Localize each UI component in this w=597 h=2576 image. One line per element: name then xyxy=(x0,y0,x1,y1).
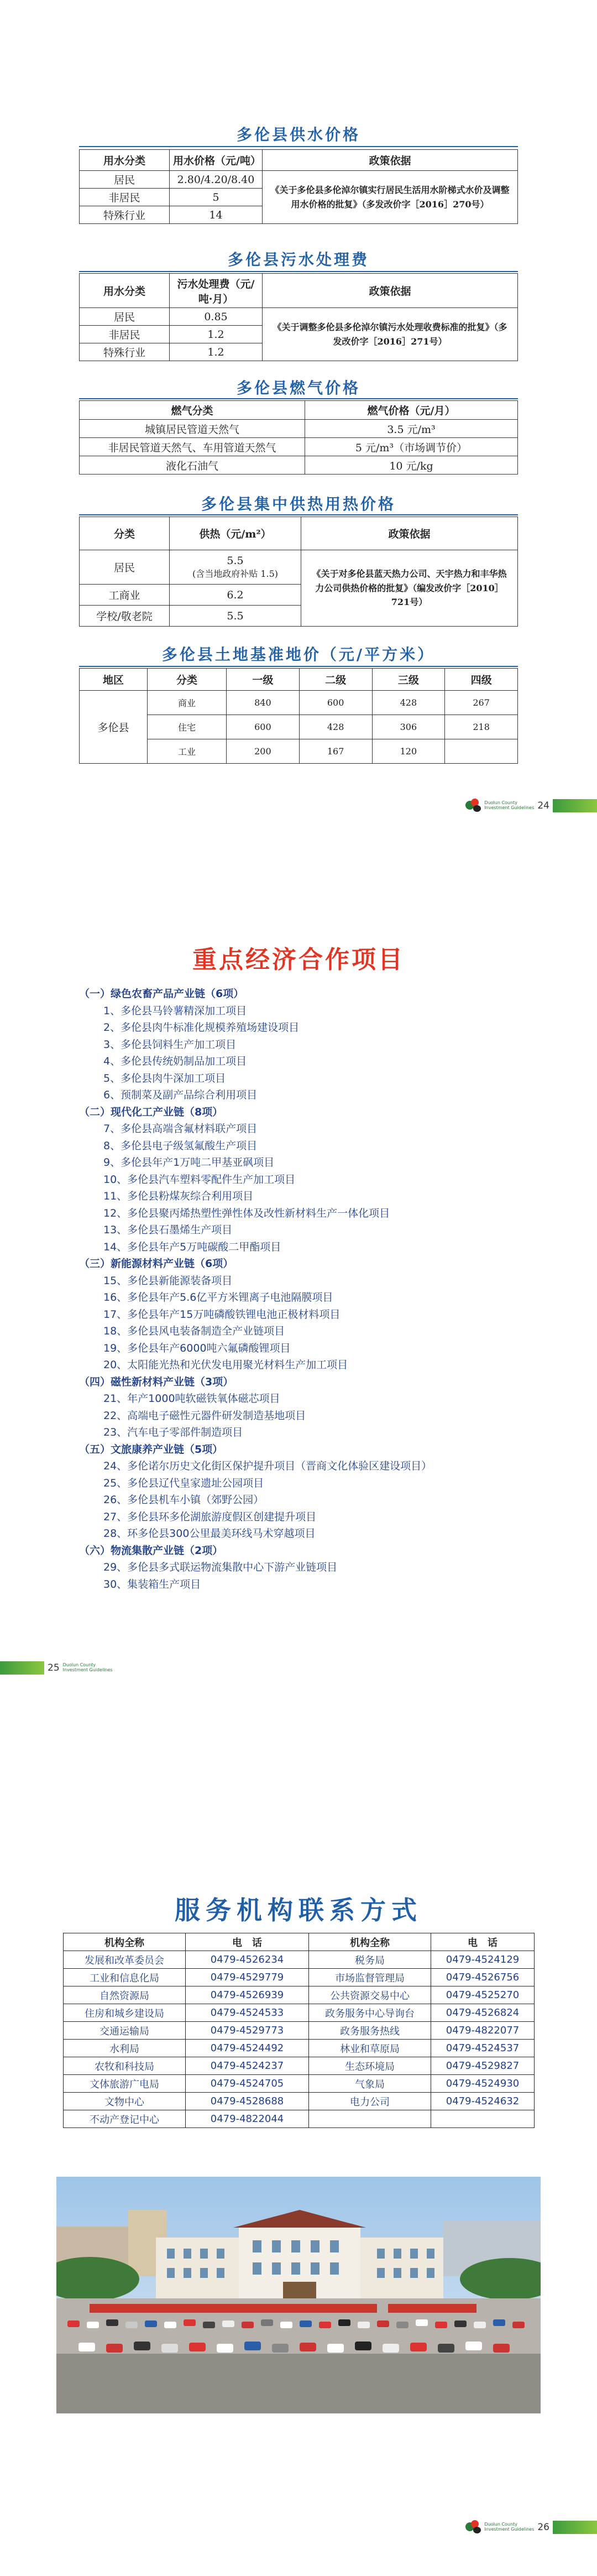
agency-phone: 0479-4524129 xyxy=(431,1951,535,1969)
agency-phone: 0479-4524533 xyxy=(186,2004,309,2022)
projects-list xyxy=(79,985,432,1593)
land-header: 二级 xyxy=(299,669,372,691)
project-item: 2、多伦县肉牛标准化规模养殖场建设项目 xyxy=(103,1021,300,1034)
land-value: 267 xyxy=(445,691,518,715)
agency-phone: 0479-4526824 xyxy=(431,2004,535,2022)
project-item: 22、高端电子磁性元器件研发制造基地项目 xyxy=(103,1409,306,1422)
project-category: （一）绿色农畜产品产业链（6项） xyxy=(79,988,244,1000)
project-item: 25、多伦县辽代皇家遗址公园项目 xyxy=(103,1477,264,1489)
footer-bar xyxy=(553,799,597,812)
footer-bar xyxy=(0,1661,44,1675)
heating-rule xyxy=(79,514,518,515)
water-price: 5 xyxy=(170,189,263,206)
sewage-cat: 特殊行业 xyxy=(80,343,170,361)
agency-name: 市场监督管理局 xyxy=(309,1969,431,1986)
gas-price: 3.5 元/m³ xyxy=(305,420,518,438)
heating-cat: 居民 xyxy=(80,550,170,585)
gas-cat: 城镇居民管道天然气 xyxy=(80,420,305,438)
gas-price: 10 元/kg xyxy=(305,456,518,474)
land-value: 600 xyxy=(227,715,300,739)
project-item: 15、多伦县新能源装备项目 xyxy=(103,1274,233,1287)
water-table xyxy=(79,149,518,224)
agency-phone: 0479-4524632 xyxy=(431,2093,535,2110)
project-item: 17、多伦县年产15万吨磷酸铁锂电池正极材料项目 xyxy=(103,1308,341,1321)
gas-header: 燃气分类 xyxy=(80,401,305,420)
heating-price: 5.5 xyxy=(170,606,301,627)
agency-name: 不动产登记中心 xyxy=(64,2110,186,2128)
project-item: 23、汽车电子零部件制造项目 xyxy=(103,1426,243,1438)
agency-phone: 0479-4524930 xyxy=(431,2075,535,2093)
project-category: （五）文旅康养产业链（5项） xyxy=(79,1443,223,1456)
heating-cat: 工商业 xyxy=(80,585,170,606)
agency-name: 电力公司 xyxy=(309,2093,431,2110)
agency-phone: 0479-4525270 xyxy=(431,1986,535,2004)
services-row xyxy=(64,1969,535,1986)
project-item: 11、多伦县粉煤灰综合利用项目 xyxy=(103,1190,254,1202)
project-item: 16、多伦县年产5.6亿平方米锂离子电池隔膜项目 xyxy=(103,1291,333,1303)
land-cat: 商业 xyxy=(148,691,227,715)
project-item: 26、多伦县机车小镇（郊野公园） xyxy=(103,1494,264,1506)
heating-header: 分类 xyxy=(80,517,170,550)
gas-price: 5 元/m³（市场调节价） xyxy=(305,438,518,456)
heating-cat: 学校/敬老院 xyxy=(80,606,170,627)
services-header: 电 话 xyxy=(431,1933,535,1951)
project-item: 13、多伦县石墨烯生产项目 xyxy=(103,1224,233,1236)
land-header: 三级 xyxy=(372,669,445,691)
heating-header: 政策依据 xyxy=(301,517,518,550)
land-value: 428 xyxy=(299,715,372,739)
agency-name: 水利局 xyxy=(64,2040,186,2057)
services-row xyxy=(64,2022,535,2040)
sewage-title: 多伦县污水处理费 xyxy=(227,251,369,269)
sewage-cat: 非居民 xyxy=(80,326,170,343)
agency-phone: 0479-4529779 xyxy=(186,1969,309,1986)
sewage-price: 1.2 xyxy=(170,343,263,361)
projects-title: 重点经济合作项目 xyxy=(192,946,405,974)
services-header: 机构全称 xyxy=(309,1933,431,1951)
project-item: 5、多伦县肉牛深加工项目 xyxy=(103,1072,226,1084)
logo-line2: Investment Guidelines xyxy=(484,805,535,810)
gas-rule xyxy=(79,398,518,399)
land-value: 840 xyxy=(227,691,300,715)
services-table xyxy=(63,1933,535,2128)
services-header: 电 话 xyxy=(186,1933,309,1951)
sewage-table xyxy=(79,273,518,361)
water-price: 14 xyxy=(170,206,263,224)
project-item: 1、多伦县马铃薯精深加工项目 xyxy=(103,1004,247,1017)
logo-line2: Investment Guidelines xyxy=(484,2527,535,2532)
water-cat: 特殊行业 xyxy=(80,206,170,224)
water-cat: 居民 xyxy=(80,171,170,189)
project-item: 27、多伦县环多伦湖旅游度假区创建提升项目 xyxy=(103,1510,317,1523)
footer-24 xyxy=(465,799,597,813)
heating-price: 5.5 xyxy=(227,555,244,567)
agency-name: 税务局 xyxy=(309,1951,431,1969)
agency-phone: 0479-4524705 xyxy=(186,2075,309,2093)
land-value: 167 xyxy=(299,739,372,764)
agency-phone: 0479-4529827 xyxy=(431,2057,535,2075)
project-category: （二）现代化工产业链（8项） xyxy=(79,1106,223,1118)
project-item: 29、多伦县多式联运物流集散中心下游产业链项目 xyxy=(103,1561,338,1573)
project-item: 21、年产1000吨软磁铁氧体磁芯项目 xyxy=(103,1393,280,1405)
land-value: 200 xyxy=(227,739,300,764)
land-header: 分类 xyxy=(148,669,227,691)
gas-cat: 非居民管道天然气、车用管道天然气 xyxy=(80,438,305,456)
land-value: 600 xyxy=(299,691,372,715)
land-value: 306 xyxy=(372,715,445,739)
water-header: 政策依据 xyxy=(263,150,518,171)
sewage-price: 0.85 xyxy=(170,308,263,326)
land-cat: 住宅 xyxy=(148,715,227,739)
heating-price-cell xyxy=(170,550,301,585)
agency-phone: 0479-4528688 xyxy=(186,2093,309,2110)
agency-name: 政务服务中心导询台 xyxy=(309,2004,431,2022)
page-number: 24 xyxy=(537,800,549,811)
heating-note: (含当地政府补贴 1.5) xyxy=(192,569,279,579)
page-24 xyxy=(0,0,597,859)
project-item: 20、太阳能光热和光伏发电用聚光材料生产加工项目 xyxy=(103,1359,348,1371)
footer-bar xyxy=(553,2521,597,2534)
project-item: 6、预制菜及副产品综合利用项目 xyxy=(103,1089,258,1101)
water-basis: 《关于多伦县多伦淖尔镇实行居民生活用水阶梯式水价及调整用水价格的批复》（多发改价字［2016］270号） xyxy=(263,171,518,224)
footer-25 xyxy=(0,1661,113,1675)
services-row xyxy=(64,2075,535,2093)
agency-name: 发展和改革委员会 xyxy=(64,1951,186,1969)
services-header: 机构全称 xyxy=(64,1933,186,1951)
land-value: 120 xyxy=(372,739,445,764)
project-item: 18、多伦县风电装备制造全产业链项目 xyxy=(103,1325,285,1337)
guide-logo xyxy=(465,799,534,813)
government-building-photo xyxy=(56,2177,541,2413)
agency-name: 文体旅游广电局 xyxy=(64,2075,186,2093)
footer-26 xyxy=(465,2520,597,2535)
agency-name: 文物中心 xyxy=(64,2093,186,2110)
agency-name: 政务服务热线 xyxy=(309,2022,431,2040)
project-item: 8、多伦县电子级氢氟酸生产项目 xyxy=(103,1139,258,1152)
land-header: 地区 xyxy=(80,669,148,691)
project-item: 10、多伦县汽车塑料零配件生产加工项目 xyxy=(103,1173,296,1186)
gas-table xyxy=(79,400,518,474)
page-25 xyxy=(0,858,597,1718)
water-rule xyxy=(79,146,518,147)
project-item: 24、多伦诺尔历史文化街区保护提升项目（晋商文化体验区建设项目） xyxy=(103,1460,432,1472)
land-table xyxy=(79,668,518,764)
water-cat: 非居民 xyxy=(80,189,170,206)
gas-cat: 液化石油气 xyxy=(80,456,305,474)
services-row xyxy=(64,2093,535,2110)
services-row xyxy=(64,2040,535,2057)
services-row xyxy=(64,1986,535,2004)
agency-name: 林业和草原局 xyxy=(309,2040,431,2057)
project-item: 30、集装箱生产项目 xyxy=(103,1578,201,1591)
project-item: 14、多伦县年产5万吨碳酸二甲酯项目 xyxy=(103,1240,281,1253)
heating-header: 供热（元/m²） xyxy=(170,517,301,550)
agency-name: 农牧和科技局 xyxy=(64,2057,186,2075)
sewage-price: 1.2 xyxy=(170,326,263,343)
land-title: 多伦县土地基准地价（元/平方米） xyxy=(161,645,436,664)
agency-name: 工业和信息化局 xyxy=(64,1969,186,1986)
services-title: 服务机构联系方式 xyxy=(175,1895,422,1925)
services-row xyxy=(64,2057,535,2075)
agency-name: 交通运输局 xyxy=(64,2022,186,2040)
services-row xyxy=(64,2110,535,2128)
water-price: 2.80/4.20/8.40 xyxy=(170,171,263,189)
water-header: 用水价格（元/吨） xyxy=(170,150,263,171)
logo-mark-icon xyxy=(465,2520,482,2535)
agency-phone: 0479-4524537 xyxy=(431,2040,535,2057)
logo-line2: Investment Guidelines xyxy=(62,1667,113,1672)
logo-line1: Duolun County xyxy=(484,800,517,806)
sewage-cat: 居民 xyxy=(80,308,170,326)
land-value: 218 xyxy=(445,715,518,739)
agency-phone: 0479-4526756 xyxy=(431,1969,535,1986)
land-cat: 工业 xyxy=(148,739,227,764)
heating-basis: 《关于对多伦县蓝天热力公司、天宇热力和丰华热力公司供热价格的批复》（编发改价字［2010］721号） xyxy=(301,550,518,627)
sewage-header: 政策依据 xyxy=(263,274,518,308)
heating-table xyxy=(79,517,518,627)
land-value xyxy=(445,739,518,764)
agency-phone xyxy=(431,2110,535,2128)
sewage-rule xyxy=(79,271,518,272)
agency-name: 生态环境局 xyxy=(309,2057,431,2075)
agency-name: 自然资源局 xyxy=(64,1986,186,2004)
project-item: 7、多伦县高端含氟材料联产项目 xyxy=(103,1123,258,1135)
agency-name xyxy=(309,2110,431,2128)
gas-header: 燃气价格（元/月） xyxy=(305,401,518,420)
services-row xyxy=(64,1951,535,1969)
project-item: 3、多伦县饲料生产加工项目 xyxy=(103,1038,237,1051)
logo-line1: Duolun County xyxy=(484,2522,517,2527)
agency-phone: 0479-4529773 xyxy=(186,2022,309,2040)
agency-phone: 0479-4524492 xyxy=(186,2040,309,2057)
agency-name: 气象局 xyxy=(309,2075,431,2093)
agency-phone: 0479-4822077 xyxy=(431,2022,535,2040)
project-item: 12、多伦县聚丙烯热塑性弹性体及改性新材料生产一体化项目 xyxy=(103,1207,390,1219)
water-title: 多伦县供水价格 xyxy=(236,126,360,144)
water-header: 用水分类 xyxy=(80,150,170,171)
agency-name: 公共资源交易中心 xyxy=(309,1986,431,2004)
land-rule xyxy=(79,666,518,667)
gas-title: 多伦县燃气价格 xyxy=(236,379,360,397)
sewage-header: 污水处理费（元/吨·月） xyxy=(170,274,263,308)
project-item: 4、多伦县传统奶制品加工项目 xyxy=(103,1055,247,1067)
project-item: 19、多伦县年产6000吨六氟磷酸锂项目 xyxy=(103,1342,291,1354)
sewage-basis: 《关于调整多伦县多伦淖尔镇污水处理收费标准的批复》（多发改价字［2016］271号） xyxy=(263,308,518,361)
project-category: （六）物流集散产业链（2项） xyxy=(79,1544,223,1557)
logo-line1: Duolun County xyxy=(62,1662,96,1668)
project-category: （四）磁性新材料产业链（3项） xyxy=(79,1375,234,1388)
agency-phone: 0479-4822044 xyxy=(186,2110,309,2128)
services-row xyxy=(64,2004,535,2022)
page-26 xyxy=(0,1717,597,2576)
land-header: 四级 xyxy=(445,669,518,691)
page-number: 25 xyxy=(48,1662,60,1673)
project-item: 28、环多伦县300公里最美环线马术穿越项目 xyxy=(103,1527,316,1540)
project-category: （三）新能源材料产业链（6项） xyxy=(79,1258,234,1270)
heating-title: 多伦县集中供热用热价格 xyxy=(201,495,396,513)
guide-logo xyxy=(465,2520,534,2535)
sewage-header: 用水分类 xyxy=(80,274,170,308)
land-header: 一级 xyxy=(227,669,300,691)
agency-phone: 0479-4524237 xyxy=(186,2057,309,2075)
guide-logo-text xyxy=(63,1663,113,1673)
land-region: 多伦县 xyxy=(80,691,148,764)
agency-name: 住房和城乡建设局 xyxy=(64,2004,186,2022)
heating-price: 6.2 xyxy=(170,585,301,606)
page-number: 26 xyxy=(537,2522,549,2533)
agency-phone: 0479-4526234 xyxy=(186,1951,309,1969)
project-item: 9、多伦县年产1万吨二甲基亚砜项目 xyxy=(103,1156,275,1169)
land-value: 428 xyxy=(372,691,445,715)
agency-phone: 0479-4526939 xyxy=(186,1986,309,2004)
logo-mark-icon xyxy=(465,799,482,813)
